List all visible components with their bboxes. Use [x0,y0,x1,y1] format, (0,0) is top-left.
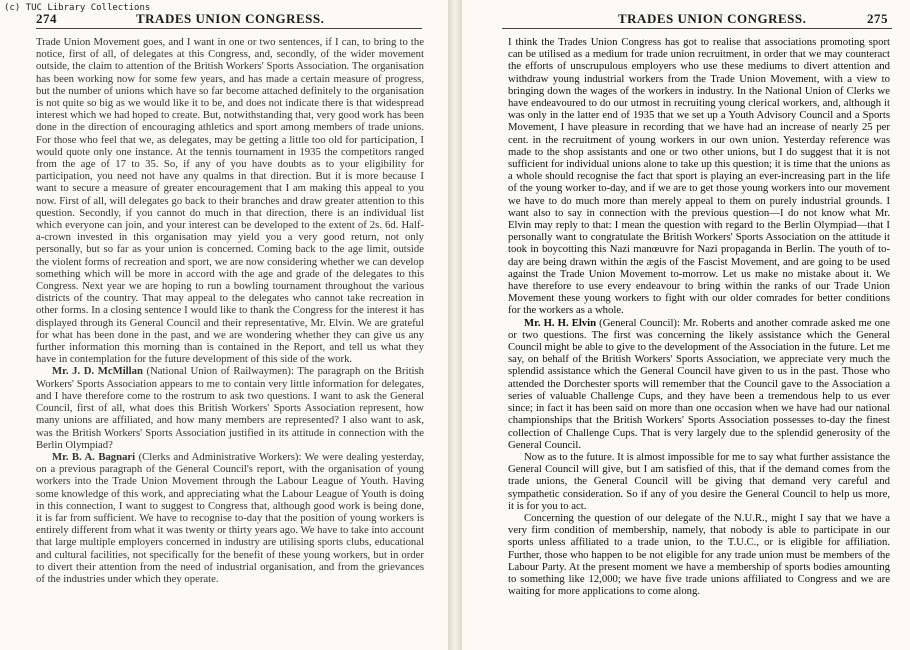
speaker-affiliation: (General Council): [599,316,680,329]
right-header-rule [502,28,892,29]
left-page [0,0,448,650]
right-page-header [490,11,888,27]
speaker-affiliation: (National Union of Railwaymen): [146,365,294,378]
paragraph: Mr. H. H. Elvin (General Council): Mr. Roberts and another comrade asked me one or two questions. The first was concerning the likely assistance which the General Council might be able to give to the development of the Association in the future. Let me say, on behalf of the British Workers' Sports Association, we appreciate very much the splendid assistance which the General Council have given to us in the past. Those who attended the Dorchester sports will remember that the Council gave to the Association a series of valuable Challenge Cups, and they have been a tremendous help to us ever since; in fact it has been said on more than one occasion when we have had our national championships that the British Workers' Sports Association possesses to-day the finest collection of Challenge Cups. That is very largely due to the splendid generosity of the General Council. [508,316,891,451]
paragraph: Trade Union Movement goes, and I want in one or two sentences, if I can, to bring to the notice, first of all, of delegates at this Congress, and, secondly, of the wider movement outside, the claim to attention of the British Workers' Sports Association. The organisation has been working now for some few years, and has made a certain measure of progress, but the number of unions which have so far become attached definitely to the organisation is not quite so big as we would like it to be, and does not indicate there is that widespread interest which we had hoped to create. But, notwithstanding that, very good work has been done in the direction of encouraging athletics and sport among members of trade unions. For those who feel that we, as delegates, may be getting a little too old for participation, I would quote only one instance. At the tennis tournament in 1935 the competitors ranged from the age of 17 to 35. So, if any of you have doubts as to your eligibility for participation, you need not have any qualms in that direction. But it is more because I want to secure a measure of greater encouragement that I am making this appeal to you now. First of all, will delegates go back to their branches and draw greater attention to this question. Secondly, if you cannot do much in that direction, there is an individual list which everyone can join, and your interest can be developed to the extent of 2s. 6d. Half-a-crown invested in this organisation may yield you a very good return, not only personally, but so far as your union is concerned. Coming back to the age limit, outside the violent forms of recreation and sport, we are now considering whether we can develop something which will be more in accord with the age and grade of the delegates to this Congress. Next year we are hoping to run a bowling tournament throughout the various districts of the country. That may appeal to the delegates who cannot take recreation in other forms. In a closing sentence I would like to thank the Congress for the interest it has displayed through its General Council and their representative, Mr. Elvin. We are grateful for what has been done in the past, and we are wondering whether they can give us any further information this morning than is contained in the Report, and tell us what they have in contemplation for the future development of this side of the work. [36,36,424,366]
left-header-rule [36,28,422,29]
paragraph: Mr. J. D. McMillan (National Union of Railwaymen): The paragraph on the British Workers' Sports Association appears to me to contain very little information for delegates, and I have therefore come to the rostrum to ask two questions. I want to ask the General Council, first of all, what does this British Workers' Sports Association represent, how many unions are affiliated, and how many members are represented? I also want to ask, was the British Workers' Sports Association justified in its attitude in connection with the Berlin Olympiad? [36,365,425,451]
right-page [462,0,910,650]
left-page-header [28,11,428,27]
speaker-name: Mr. H. H. Elvin [524,316,597,329]
book-gutter [448,0,462,650]
paragraph: Now as to the future. It is almost impossible for me to say what further assistance the General Council will give, but I am satisfied of this, that if the demand comes from the trade unions, the General Council will be giving that demand very careful and sympathetic consideration. So if any of you desire the General Council to help us more, it is for you to act. [508,450,890,512]
speaker-name: Mr. J. D. McMillan [52,365,143,378]
paragraph: I think the Trades Union Congress has got to realise that associations promoting sport can be utilised as a medium for trade union recruitment, in order that we may counteract the efforts of unscrupulous employers who use these mediums to divert attention and withdraw young industrial workers from the Trade Union Movement, with a view to bringing down the wages of the workers in industry. In the National Union of Clerks we have endeavoured to do our utmost in recruiting young clerical workers, and, although it was only in the latter end of 1935 that we set up a Youth Advisory Council and a Sports Movement, I have pleasure in recording that we have had an increase of nearly 25 per cent. in the recruitment of young workers in our own union. Yesterday reference was made to the shop assistants and one or two other unions, but I do suggest that it is not sufficient for individual unions alone to take up this question; it is time that the unions as a whole should recognise the fact that sport is playing an ever-increasing part in the life of the young worker to-day, and if we are to get those young workers into our movement we have to do much more than merely appeal to them on purely industrial grounds. I want also to say in connection with the previous question—I do not know what Mr. Elvin may reply to that: I mean the question with regard to the Berlin Olympiad—that I personally want to congratulate the British Workers' Sports Association on the attitude it took in boycotting this Nazi manœuvre for Nazi propaganda in Berlin. The youth of to-day are being drawn within the ægis of the Fascist Movement, and are going to be used against the Trade Union Movement to-morrow. Let us make no mistake about it. We have therefore to use every endeavour to bring within the ranks of our Trade Union Movement these young workers to fight with our older comrades for better conditions for the workers as a whole. [508,36,890,317]
left-page-number: 274 [36,11,57,26]
speaker-affiliation: (Clerks and Administrative Workers): [138,450,302,463]
left-page-body [36,36,424,585]
right-page-body [508,36,890,597]
collection-watermark: (c) TUC Library Collections [4,3,151,13]
paragraph: Mr. B. A. Bagnari (Clerks and Administrative Workers): We were dealing yesterday, on a previous paragraph of the General Council's report, with the organisation of young workers into the Trade Union Movement through the Labour League of Youth. Having some knowledge of this work, and appreciating what the Labour League of Youth is doing in this connection, I want to suggest to Congress that, although good work is being done, it is far from sufficient. We have to recognise to-day that the position of young workers is entirely different from what it was twenty or thirty years ago. We have to take into account that large multiple employers concerned in industry are utilising sports clubs, educational and cultural facilities, not specifically for the benefit of these young workers, but in order to divert their attention from the need of industrial organisation, and from the grievances of the industries under which they operate. [36,450,425,585]
right-page-number: 275 [867,11,888,26]
paragraph: Concerning the question of our delegate of the N.U.R., might I say that we have a very firm condition of membership, namely, that nobody is able to participate in our sports unless affiliated to a trade union, to the T.U.C., or is eligible for affiliation. Further, those who happen to be not eligible for any trade union must be members of the Labour Party. At the present moment we have a membership of sports bodies amounting to something like 12,000; we have five trade unions affiliated to Congress and we are waiting for more applications to come along. [508,511,890,598]
speaker-name: Mr. B. A. Bagnari [52,450,136,463]
left-running-title: TRADES UNION CONGRESS. [136,11,325,26]
right-running-title: TRADES UNION CONGRESS. [618,11,807,26]
